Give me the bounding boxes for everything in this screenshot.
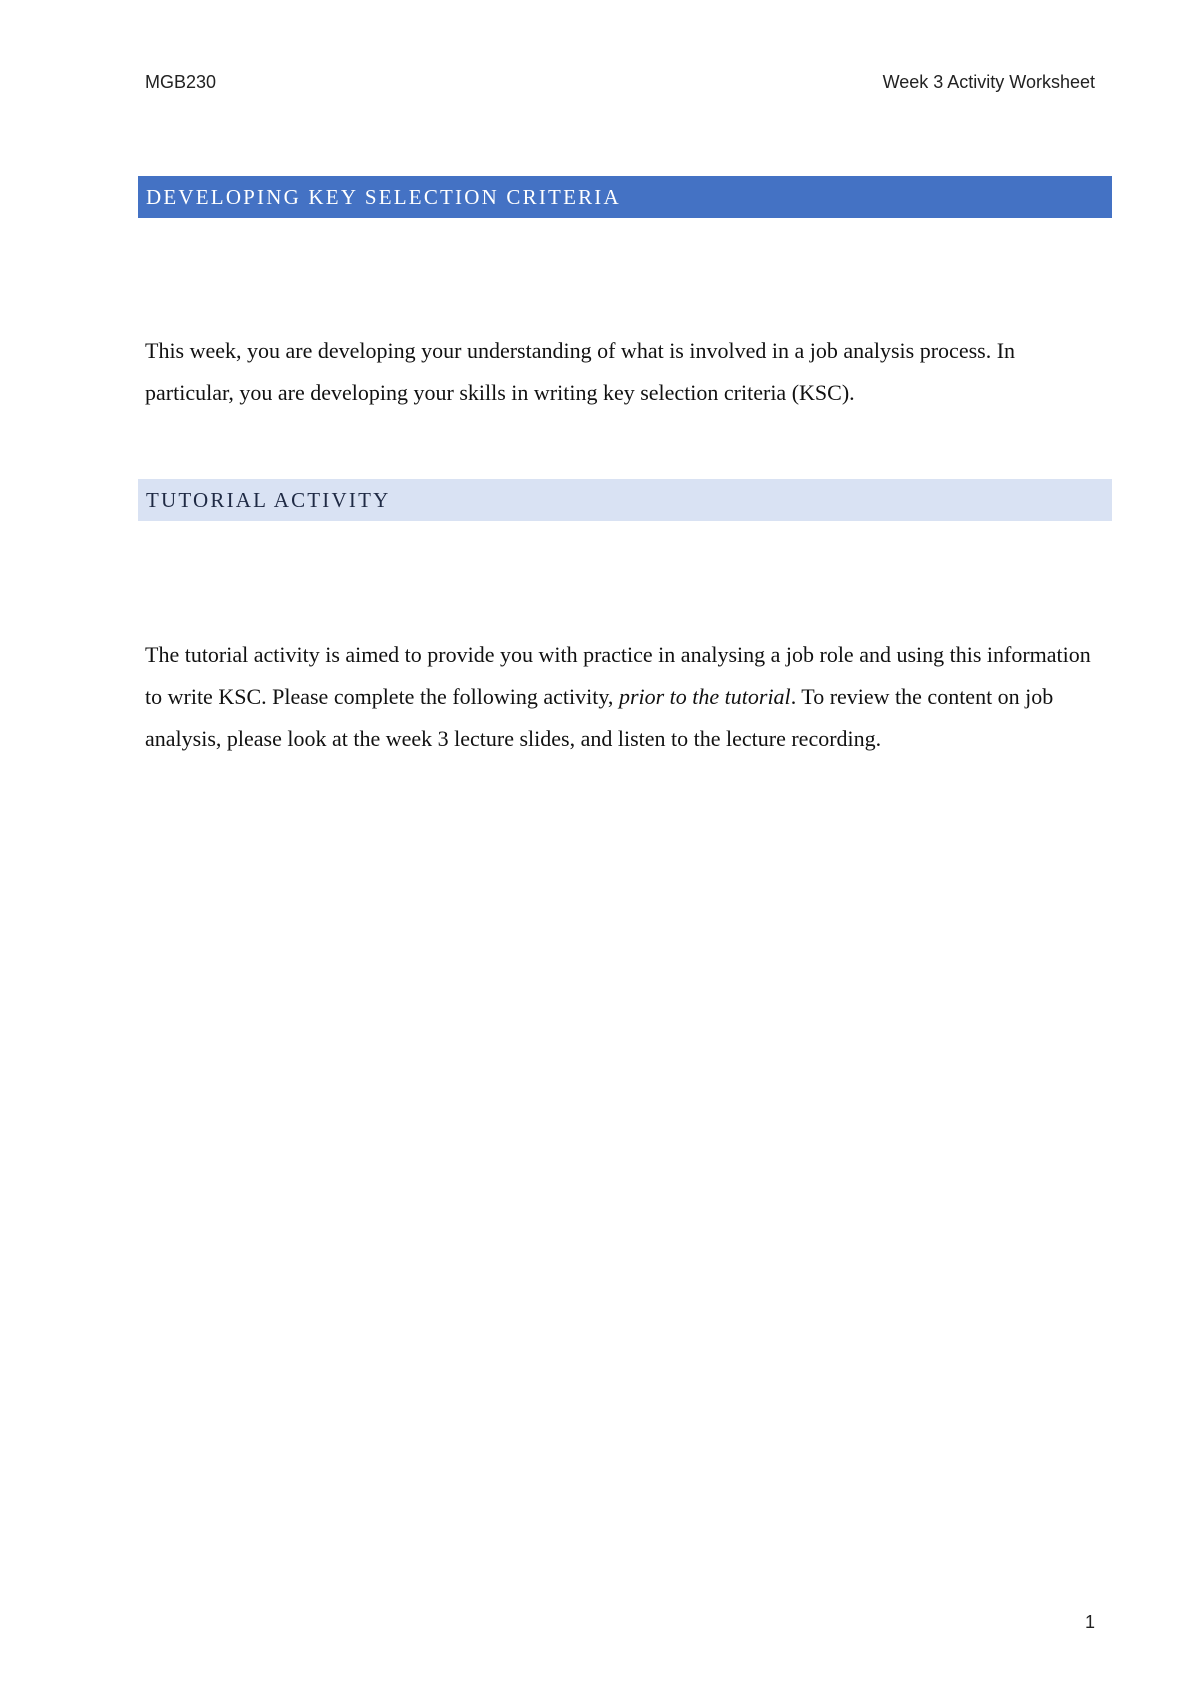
section-heading-text: DEVELOPING KEY SELECTION CRITERIA [146,184,621,209]
section-heading-tutorial-activity [138,479,1112,521]
tutorial-paragraph [145,634,1105,760]
header-course-code: MGB230 [145,72,217,92]
intro-paragraph: This week, you are developing your understanding of what is involved in a job analysis process. In particular, you are developing your skills in writing key selection criteria (KSC). [145,338,1016,405]
page-number: 1 [1084,1612,1095,1632]
tutorial-text-part1: The tutorial activity is aimed to provide you with practice in analysing a job role and using this information to write KSC. Please complete the following activity, [145,642,1091,709]
section-heading-text: TUTORIAL ACTIVITY [146,487,391,512]
section-heading-key-selection-criteria [138,176,1112,218]
header-document-title: Week 3 Activity Worksheet [882,72,1095,92]
tutorial-text-emphasis: prior to the tutorial [618,684,791,709]
tutorial-text-part2: . To review the content on job analysis, please look at the week 3 lecture slides, and listen to the lecture recording. [145,684,1054,751]
